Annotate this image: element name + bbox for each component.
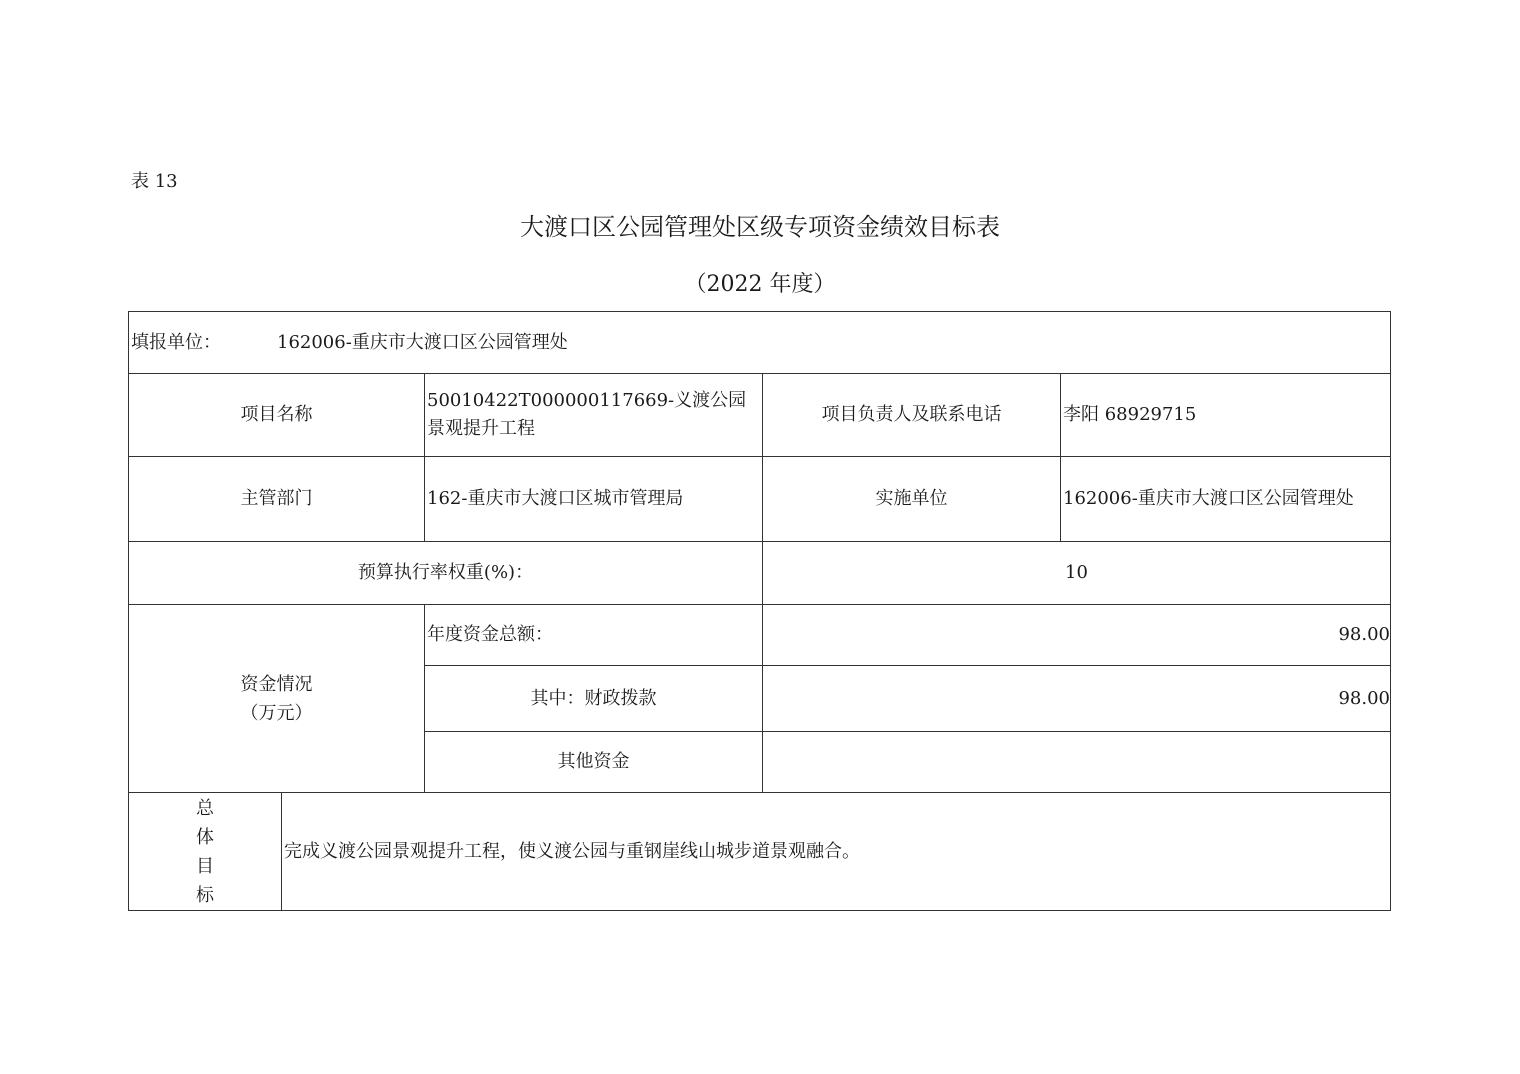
project-owner-label: 项目负责人及联系电话 [763,374,1061,457]
reporting-unit-label: 填报单位： [131,331,221,353]
overall-goal-char: 体 [196,826,214,848]
fiscal-allocation-label: 其中：财政拨款 [425,666,763,732]
budget-weight-label: 预算执行率权重(%)： [129,542,763,605]
annual-total-label: 年度资金总额： [425,605,763,666]
table-number: 表 13 [131,171,178,192]
overall-goal-char: 标 [196,884,214,906]
budget-weight-value: 10 [763,542,1390,605]
funds-label-line2: （万元） [240,702,313,724]
performance-target-table [128,311,1391,911]
project-name-value: 50010422T000000117669-义渡公园景观提升工程 [425,374,763,457]
implementing-unit-value: 162006-重庆市大渡口区公园管理处 [1061,457,1390,542]
overall-goal-label [129,793,282,910]
reporting-unit-row [129,312,1390,374]
other-funds-label: 其他资金 [425,732,763,793]
project-name-label: 项目名称 [129,374,425,457]
funds-label-line1: 资金情况 [240,673,313,695]
overall-goal-char: 总 [196,797,214,819]
overall-goal-value: 完成义渡公园景观提升工程，使义渡公园与重钢崖线山城步道景观融合。 [284,840,860,862]
fiscal-allocation-value: 98.00 [763,666,1390,732]
reporting-unit-value: 162006-重庆市大渡口区公园管理处 [277,331,568,353]
department-label: 主管部门 [129,457,425,542]
project-owner-value: 李阳 68929715 [1061,374,1390,457]
implementing-unit-label: 实施单位 [763,457,1061,542]
document-subtitle: （2022 年度） [684,272,836,297]
department-value: 162-重庆市大渡口区城市管理局 [425,457,763,542]
funds-label [129,605,425,793]
document-title: 大渡口区公园管理处区级专项资金绩效目标表 [520,213,1000,241]
annual-total-value: 98.00 [763,605,1390,666]
other-funds-value [763,732,1390,793]
overall-goal-char: 目 [196,855,214,877]
